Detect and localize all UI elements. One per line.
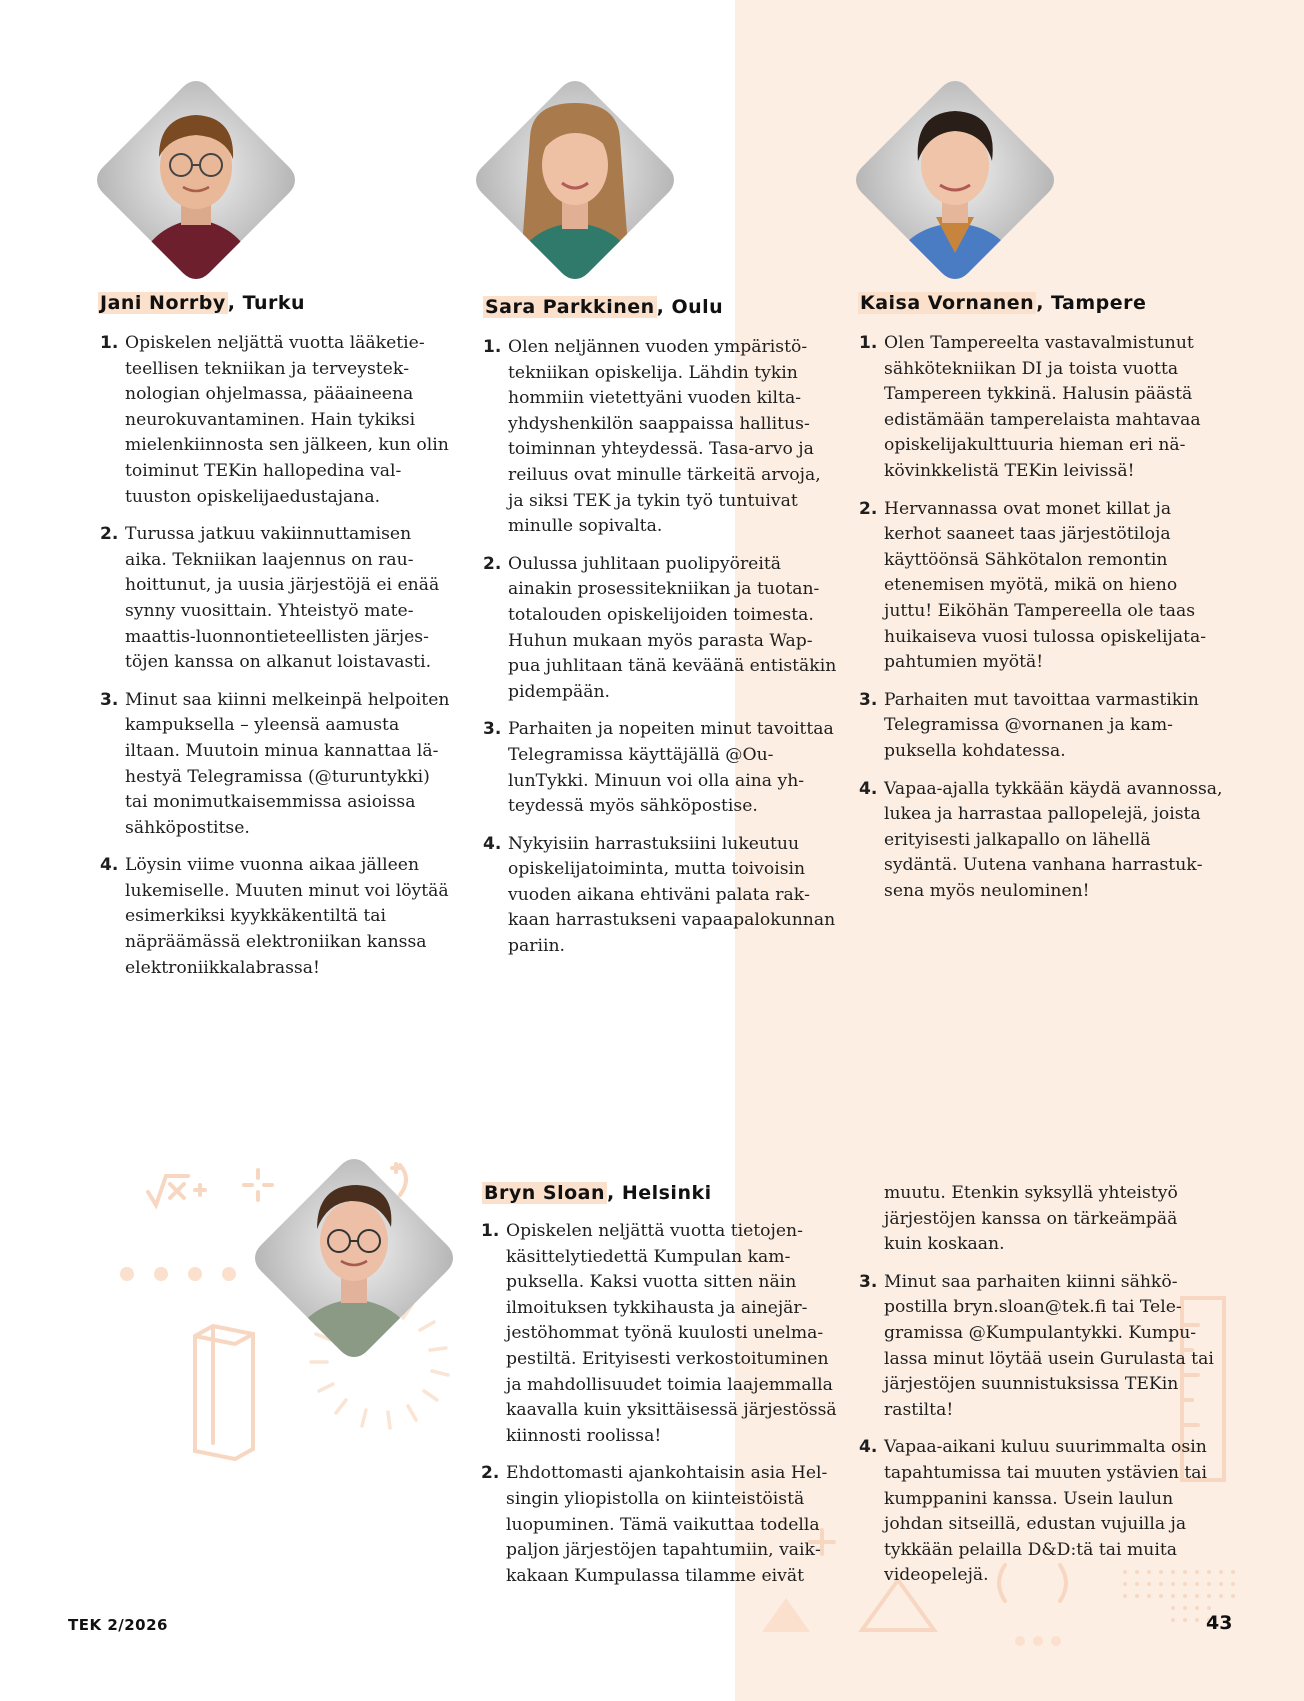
list-item (859, 331, 1224, 485)
answer-text: Opiskelen neljättä vuotta tietojenkäsittelytiedettä Kumpulan kampuksella. Kaksi vuotta sitten näin ilmoituksen tykkihausta ja ainejärjestöhommat työnä kuulosti unelmapestiltä. Erityisesti verkostoituminen ja mahdollisuudet toimia laajemmalla kaavalla kuin yksittäisessä järjestössä kiinnosti roolissa! (506, 1221, 837, 1446)
answer-text: Löysin viime vuonna aikaa jälleen lukemiselle. Muuten minut voi löytää esimerkiksi kyykkäkentiltä tai näpräämässä elektroniikan kanssa elektroniikkalabrassa! (125, 855, 449, 978)
answer-text: Vapaa-ajalla tykkään käydä avannossa, lukea ja harrastaa pallopelejä, joista erityisesti jalkapallo on lähellä sydäntä. Uutena vanhana harrastuksena myös neulominen! (884, 778, 1223, 901)
item-number: 3. (100, 689, 119, 710)
list-item (483, 717, 838, 819)
person-city: , Helsinki (606, 1182, 712, 1204)
item-number: 2. (859, 498, 878, 519)
answer-text: Nykyisiin harrastuksiini lukeutuu opiskelijatoiminta, mutta toivoisin vuoden aikana ehtiväni palata rakkaan harrastukseni vapaapalokunnan pariin. (508, 833, 836, 957)
answers-jani (100, 331, 455, 993)
list-item (859, 497, 1224, 676)
item-number: 3. (859, 1271, 878, 1292)
item-number: 2. (483, 553, 502, 574)
name-heading-kaisa (858, 292, 1146, 314)
list-item (859, 688, 1224, 765)
magazine-issue: TEK 2/2026 (68, 1616, 168, 1634)
list-item (483, 335, 838, 540)
item-number: 1. (481, 1221, 500, 1241)
list-item (859, 777, 1224, 905)
list-item (483, 552, 838, 706)
item-number: 4. (859, 1437, 878, 1458)
answer-text: Vapaa-aikani kuluu suurimmalta osin tapahtumissa tai muuten ystävien tai kumppanini kanssa. Usein laulun johdan sitseillä, edustan vujuilla ja tykkään pelailla D&D:tä tai muita videopelejä. (884, 1437, 1208, 1586)
item-number: 4. (100, 855, 119, 876)
answer-text: Oulussa juhlitaan puolipyöreitä ainakin prosessitekniikan ja tuotantotalouden opiskelijoiden toimesta. Huhun mukaan myös parasta Wappua juhlitaan tänä keväänä entistäkin pidempään. (508, 553, 837, 702)
item-number: 2. (100, 524, 119, 545)
item-number: 1. (483, 337, 502, 357)
answer-text: Turussa jatkuu vakiinnuttamisen aika. Tekniikan laajennus on rauhoittunut, ja uusia järjestöjä ei enää synny vuosittain. Yhteistyö matemaattis-luonnontieteellisten järjestöjen kanssa on alkanut loistavasti. (125, 524, 440, 673)
answers-bryn-left (481, 1219, 837, 1601)
name-heading-jani (98, 292, 305, 314)
answer-continuation: muutu. Etenkin syksyllä yhteistyö järjestöjen kanssa on tärkeämpää kuin koskaan. (884, 1183, 1178, 1255)
answer-text: Hervannassa ovat monet killat ja kerhot saaneet taas järjestötiloja käyttöönsä Sähkötalon remontin etenemisen myötä, mikä on hieno juttu! Eiköhän Tampereella ole taas huikaiseva vuosi tulossa opiskelijatapahtumien myötä! (884, 498, 1207, 673)
answers-sara (483, 335, 838, 972)
list-item (100, 853, 455, 981)
list-item (481, 1461, 837, 1589)
list-item (100, 688, 455, 842)
person-name: Kaisa Vornanen (860, 292, 1035, 314)
answer-text: Opiskelen neljättä vuotta lääketieteellisen tekniikan ja terveysteknologian ohjelmassa, pääaineena neurokuvantaminen. Hain tykiksi mielenkiinnosta sen jälkeen, kun olin toiminut TEKin hallopedina valtuuston opiskelijaedustajana. (125, 333, 449, 507)
person-name: Bryn Sloan (484, 1182, 605, 1204)
item-number: 1. (100, 333, 119, 353)
person-name: Sara Parkkinen (485, 296, 655, 318)
answer-text: Ehdottomasti ajankohtaisin asia Helsingin yliopistolla on kiinteistöistä luopuminen. Tämä vaikuttaa todella paljon järjestöjen tapahtumiin, vaikkakaan Kumpulassa tilamme eivät (506, 1463, 828, 1586)
item-number: 1. (859, 333, 878, 353)
answer-text: Minut saa parhaiten kiinni sähköpostilla bryn.sloan@tek.fi tai Telegramissa @Kumpulantykki. Kumpulassa minut löytää usein Gurulasta tai järjestöjen suunnistuksissa TEKin rastilta! (884, 1271, 1214, 1420)
list-item (483, 832, 838, 960)
name-heading-sara (483, 296, 723, 318)
answers-kaisa (859, 331, 1224, 916)
list-item (100, 331, 455, 510)
list-item (859, 1270, 1214, 1424)
answer-text: Parhaiten mut tavoittaa varmastikin Telegramissa @vornanen ja kampuksella kohdatessa. (884, 689, 1199, 761)
item-number: 4. (859, 778, 878, 799)
list-item (100, 522, 455, 676)
answers-bryn-right (859, 1181, 1214, 1601)
person-city: , Tampere (1036, 292, 1147, 314)
person-city: , Oulu (656, 296, 724, 318)
person-name: Jani Norrby (100, 292, 226, 314)
name-heading-bryn (482, 1182, 712, 1204)
page-number: 43 (1206, 1612, 1233, 1634)
item-number: 4. (483, 833, 502, 854)
answer-text: Parhaiten ja nopeiten minut tavoittaa Telegramissa käyttäjällä @OulunTykki. Minuun voi olla aina yhteydessä myös sähköpostise. (508, 719, 834, 817)
portrait-jani-norrby (93, 77, 299, 283)
answer-text: Olen neljännen vuoden ympäristötekniikan opiskelija. Lähdin tykin hommiin vietettyäni vuoden kiltayhdyshenkilön saappaissa hallitustoiminnan yhteydessä. Tasa-arvo ja reiluus ovat minulle tärkeitä arvoja, ja siksi TEK ja tykin työ tuntuivat minulle sopivalta. (508, 337, 821, 537)
portrait-sara-parkkinen (472, 77, 678, 283)
portrait-kaisa-vornanen (852, 77, 1058, 283)
item-number: 3. (859, 689, 878, 710)
portrait-bryn-sloan (251, 1155, 457, 1361)
item-number: 3. (483, 719, 502, 740)
list-item (481, 1219, 837, 1449)
item-number: 2. (481, 1463, 500, 1484)
list-item (859, 1435, 1214, 1589)
answer-text: Minut saa kiinni melkeinpä helpoiten kampuksella – yleensä aamusta iltaan. Muutoin minua kannattaa lähestyä Telegramissa (@turuntykki) tai monimutkaisemmissa asioissa sähköpostitse. (125, 689, 450, 838)
answer-text: Olen Tampereelta vastavalmistunut sähkötekniikan DI ja toista vuotta Tampereen tykkinä. Halusin päästä edistämään tamperelaista mahtavaa opiskelijakulttuuria hieman eri näkövinkkelistä TEKin leivissä! (884, 333, 1201, 481)
person-city: , Turku (227, 292, 305, 314)
